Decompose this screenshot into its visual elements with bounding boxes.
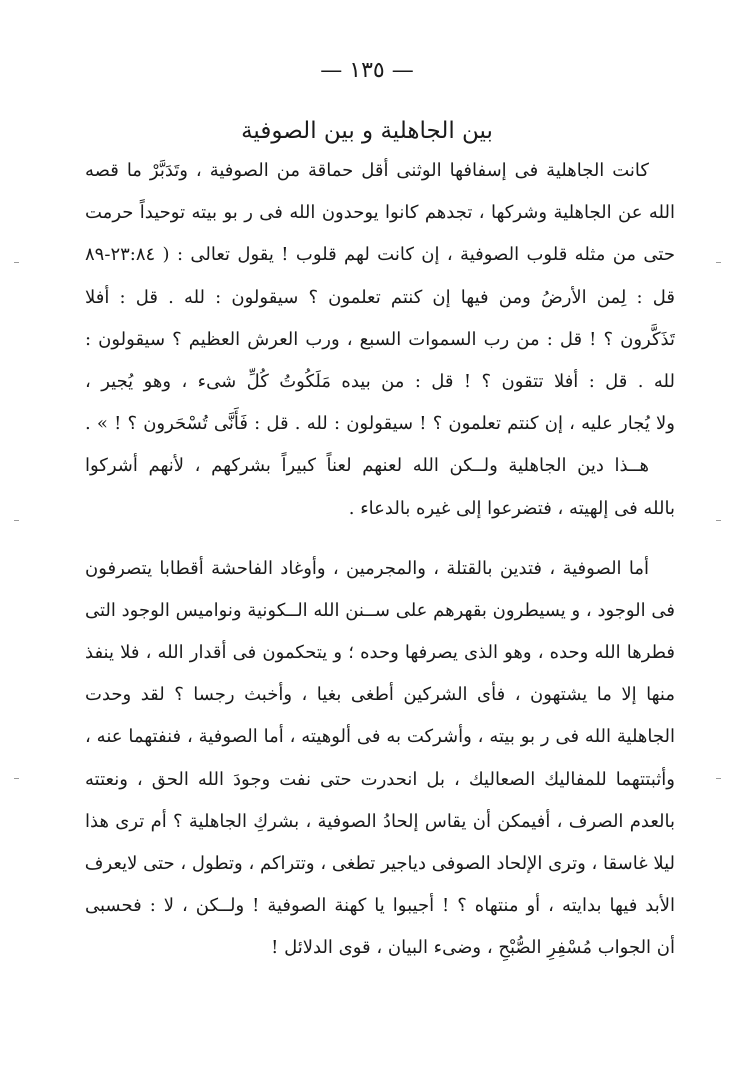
text-line: الله عن الجاهلية وشركها ، تجدهم كانوا يوحدون الله فى ر بو بيته توحيداً حرمت [85,202,675,224]
body-text [85,150,675,970]
text-line: الجاهلية الله فى ر بو بيته ، وأشركت به فى ألوهيته ، أما الصوفية ، فنفتهما عنه ، [85,726,675,748]
text-line: لله . قل : أفلا تتقون ؟ ! قل : من بيده مَلَكُوتُ كُلِّ شىء ، وهو يُجير ، [85,370,675,392]
text-line: الأبد فيها بدايته ، أو منتهاه ؟ ! أجيبوا يا كهنة الصوفية ! ولــكن ، لا : فحسبى [85,895,675,917]
margin-tick [14,520,19,521]
text-line: بالعدم الصرف ، أفيمكن أن يقاس إلحادُ الصوفية ، بشركِ الجاهلية ؟ أم ترى هذا [85,810,675,832]
text-line: ولا يُجار عليه ، إن كنتم تعلمون ؟ ! سيقولون : لله . قل : فَأَنَّى تُسْحَرون ؟ ! » . [85,413,675,435]
text-line: أما الصوفية ، فتدين بالقتلة ، والمجرمين ، وأوغاد الفاحشة أقطابا يتصرفون [85,557,649,579]
text-line: ليلا غاسقا ، وترى الإلحاد الصوفى دياجير تطغى ، وتتراكم ، وتطول ، حتى لايعرف [85,853,675,874]
text-line: هــذا دين الجاهلية ولــكن الله لعنهم لعناً كبيراً بشركهم ، لأنهم أشركوا [85,455,649,477]
text-line: فطرها الله وحده ، وهو الذى يصرفها وحده ؛ و يتحكمون فى أقدار الله ، فلا ينفذ [85,642,675,664]
text-line: بالله فى إلهيته ، فتضرعوا إلى غيره بالدعاء . [348,497,675,519]
text-line: قل : لِمن الأرضُ ومن فيها إن كنتم تعلمون ؟ سيقولون : لله . قل : أفلا [85,286,675,308]
text-line: فى الوجود ، و يسيطرون بقهرهم على ســنن الله الــكونية ونواميس الوجود التى [85,599,675,621]
text-line: وأثبتتهما للمفاليك الصعاليك ، بل انحدرت حتى نفت وجودَ الله الحق ، ونعتته [85,768,675,790]
text-line: كانت الجاهلية فى إسفافها الوثنى أقل حماقة من الصوفية ، وتَدَبَّرْ ما قصه [85,160,649,181]
section-heading: بين الجاهلية و بين الصوفية [241,118,493,144]
margin-tick [716,778,721,779]
paragraph-gap [85,530,675,548]
text-line: أن الجواب مُسْفِرِ الصُّبْحِ ، وضىء البيان ، قوى الدلائل ! [271,937,675,959]
margin-tick [716,520,721,521]
text-line: منها إلا ما يشتهون ، فأى الشركين أطغى بغيا ، وأخبث رجسا ؟ لقد وحدت [85,684,675,706]
text-line: حتى من مثله قلوب الصوفية ، إن كانت لهم قلوب ! يقول تعالى : ( ٢٣:٨٤-٨٩ [85,244,675,266]
page-number: — ١٣٥ — [320,58,414,83]
text-line: تَذَكَّرون ؟ ! قل : من رب السموات السبع ، ورب العرش العظيم ؟ سيقولون : [85,328,675,350]
margin-tick [14,262,19,263]
margin-tick [14,778,19,779]
margin-tick [716,262,721,263]
